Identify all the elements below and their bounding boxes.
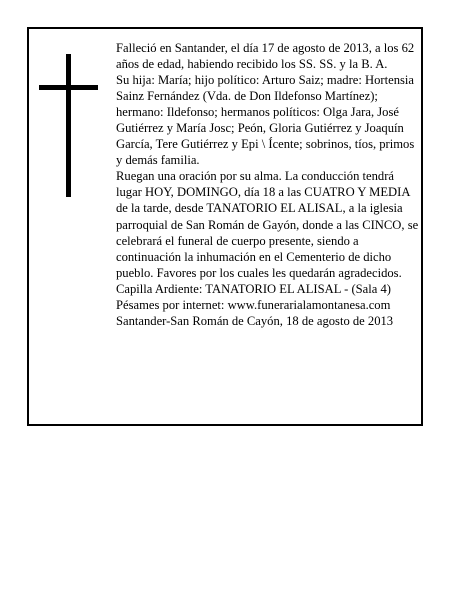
funeral-details: Ruegan una oración por su alma. La conducción tendrá lugar HOY, DOMINGO, día 18 a las CUATRO Y MEDIA de la tarde, desde TANATORIO EL ALISAL, a la iglesia parroquial de San Román de Gayón, donde a las CINCO, se celebrará el funeral de cuerpo presente, siendo a continuación la inhumación en el Cementerio de dicho pueblo. Favores por los cuales les quedarán agradecidos. Capilla Ardiente: TANATORIO EL ALISAL - (Sala 4) xyxy=(116,169,419,296)
death-announcement: Falleció en Santander, el día 17 de agosto de 2013, a los 62 años de edad, habiendo recibido los SS. SS. y la B. A. xyxy=(116,41,415,72)
place-date-line: Santander-San Román de Cayón, 18 de agosto de 2013 xyxy=(116,313,394,328)
condolences-line: Pésames por internet: www.funerarialamontanesa.com xyxy=(116,297,391,312)
obituary-text xyxy=(116,40,420,329)
latin-cross-icon xyxy=(39,54,103,199)
family-list: Su hija: María; hijo político: Arturo Saiz; madre: Hortensia Sainz Fernández (Vda. de Don Ildefonso Martínez); hermano: Ildefonso; hermanos políticos: Olga Jara, José Gutiérrez y María Josc; Peón, Gloria Gutiérrez y Joaquín García, Tere Gutiérrez y Epi \ Ícente; sobrinos, tíos, primos y demás familia. xyxy=(116,73,415,168)
cross-horizontal-bar xyxy=(39,85,98,90)
cross-vertical-bar xyxy=(66,54,71,197)
obituary-frame xyxy=(27,27,423,426)
